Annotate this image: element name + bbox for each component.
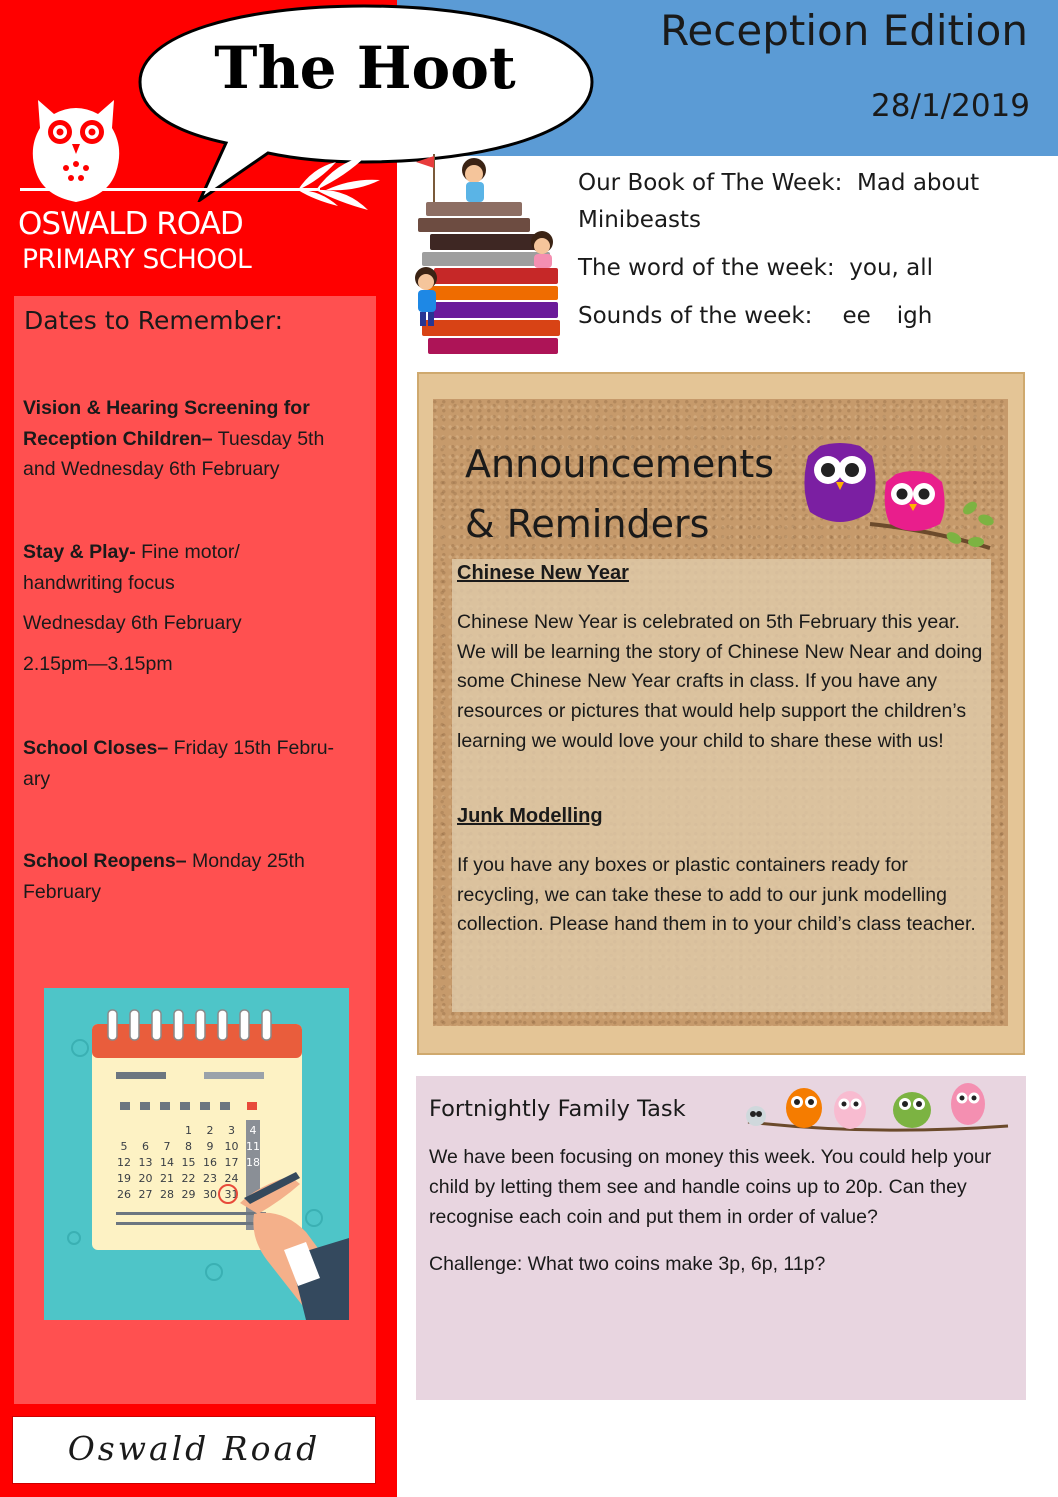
calendar-day: 21 [160, 1172, 174, 1185]
calendar-day: 13 [138, 1156, 153, 1169]
owl-icon [951, 1083, 985, 1125]
calendar-day: 5 [120, 1140, 128, 1153]
date-item-label: School Reopens– [23, 850, 187, 872]
calendar-day: 2 [206, 1124, 214, 1137]
date-item-label: School Closes– [23, 737, 169, 759]
dates-title: Dates to Remember: [24, 306, 283, 335]
calendar-day: 22 [181, 1172, 196, 1185]
owl-icon [893, 1092, 931, 1128]
school-name-line1: OSWALD ROAD [18, 206, 243, 242]
date-item-school-reopens [23, 846, 368, 907]
child-figure-icon [462, 158, 486, 202]
calendar-day: 18 [246, 1156, 260, 1169]
calendar-day: 14 [160, 1156, 174, 1169]
flag-icon [416, 156, 434, 168]
date-item-text: Friday 15th Febru- [173, 737, 335, 759]
calendar-day: 12 [117, 1156, 131, 1169]
calendar-day: 6 [142, 1140, 149, 1153]
sounds-of-week-label: Sounds of the week: [578, 303, 813, 329]
date-item-text: Tuesday 5th [217, 427, 325, 450]
calendar-day: 8 [185, 1140, 192, 1153]
announcements-title-line2: & Reminders [465, 502, 710, 546]
calendar-day: 29 [181, 1188, 196, 1201]
owl-icon [786, 1088, 822, 1128]
date-item-stay-play [23, 537, 368, 679]
sounds-of-week [578, 298, 932, 335]
book-of-week [578, 165, 979, 202]
book-title-line1: Mad about [856, 170, 980, 196]
date-item-text: and Wednesday 6th February [23, 458, 280, 480]
issue-date: 28/1/2019 [871, 88, 1030, 124]
book-of-week-label: Our Book of The Week: [578, 170, 843, 196]
owls-row-illustration [742, 1080, 1012, 1140]
calendar-day: 3 [228, 1124, 235, 1137]
calendar-day: 30 [203, 1188, 217, 1201]
footer-text: Oswald Road [67, 1429, 321, 1468]
calendar-day: 9 [206, 1140, 214, 1153]
word-of-week-label: The word of the week: [578, 255, 835, 281]
date-item-label: Stay & Play- [23, 541, 136, 563]
sound-item: igh [896, 303, 933, 329]
newsletter-title: The Hoot [214, 34, 516, 102]
announcement-text: Chinese New Year is celebrated on 5th February this year. We will be learning the story of Chinese New Near and doing some Chinese New Year crafts in class. If you have any resources or pictures that would help support the children’s learning we would love your child to share these with us! [457, 611, 983, 752]
calendar-day: 24 [224, 1172, 239, 1185]
date-item-label: Vision & Hearing Screening for Reception Children– [23, 397, 310, 450]
word-of-week [578, 250, 933, 287]
calendar-day: 4 [249, 1124, 257, 1137]
date-item-text: Wednesday 6th February [23, 612, 242, 634]
calendar-day: 31 [224, 1188, 239, 1201]
announcement-heading: Junk Modelling [457, 805, 603, 827]
calendar-day: 10 [224, 1140, 239, 1153]
family-task-title: Fortnightly Family Task [429, 1096, 686, 1122]
family-task-text: We have been focusing on money this week. You could help your child by letting them see and handle coins up to 20p. Can they recognise each coin and put them in order of value? [429, 1146, 992, 1228]
owls-on-branch-illustration [800, 438, 996, 562]
announcement-heading: Chinese New Year [457, 562, 629, 584]
word-of-week-value: you, all [849, 255, 934, 281]
edition-title: Reception Edition [660, 6, 1028, 55]
calendar-day: 7 [163, 1140, 171, 1153]
date-item-text: Fine motor/ [141, 541, 240, 563]
calendar-illustration [44, 988, 349, 1320]
announcements-title-line1: Announcements [465, 442, 775, 486]
book-stack-illustration [412, 150, 572, 358]
owl-icon [834, 1091, 866, 1129]
calendar-day: 26 [117, 1188, 131, 1201]
calendar-day: 16 [203, 1156, 217, 1169]
calendar-day: 19 [117, 1172, 131, 1185]
date-item-text: handwriting focus [23, 571, 175, 594]
pink-owl-icon [885, 471, 945, 531]
purple-owl-icon [804, 443, 875, 522]
calendar-day: 23 [203, 1172, 217, 1185]
book-title-line2: Minibeasts [578, 207, 702, 233]
school-name-line2: PRIMARY SCHOOL [22, 244, 252, 275]
calendar-day: 17 [224, 1156, 239, 1169]
date-item-text: 2.15pm—3.15pm [23, 652, 173, 675]
books-icon [418, 202, 560, 354]
date-item-text: ary [23, 767, 51, 790]
family-task-challenge: Challenge: What two coins make 3p, 6p, 11p? [429, 1253, 826, 1275]
calendar-day: 20 [138, 1172, 153, 1185]
calendar-day: 1 [185, 1124, 192, 1137]
date-item-text: February [23, 880, 102, 903]
calendar-day: 15 [181, 1156, 196, 1169]
footer-box [12, 1416, 376, 1484]
date-item-screening [23, 393, 368, 485]
child-figure-icon [531, 231, 553, 268]
announcements-title [465, 434, 774, 554]
calendar-day: 27 [138, 1188, 153, 1201]
announcement-text: If you have any boxes or plastic containers ready for recycling, we can take these to add to our junk modelling collection. Please hand them in to your child’s class teacher. [457, 854, 976, 936]
date-item-school-closes [23, 733, 368, 794]
child-figure-icon [415, 267, 437, 326]
calendar-day: 11 [246, 1140, 260, 1153]
sound-item: ee [842, 303, 871, 329]
date-item-text: Monday 25th [192, 850, 305, 872]
calendar-day: 28 [160, 1188, 174, 1201]
owl-icon [746, 1106, 766, 1126]
